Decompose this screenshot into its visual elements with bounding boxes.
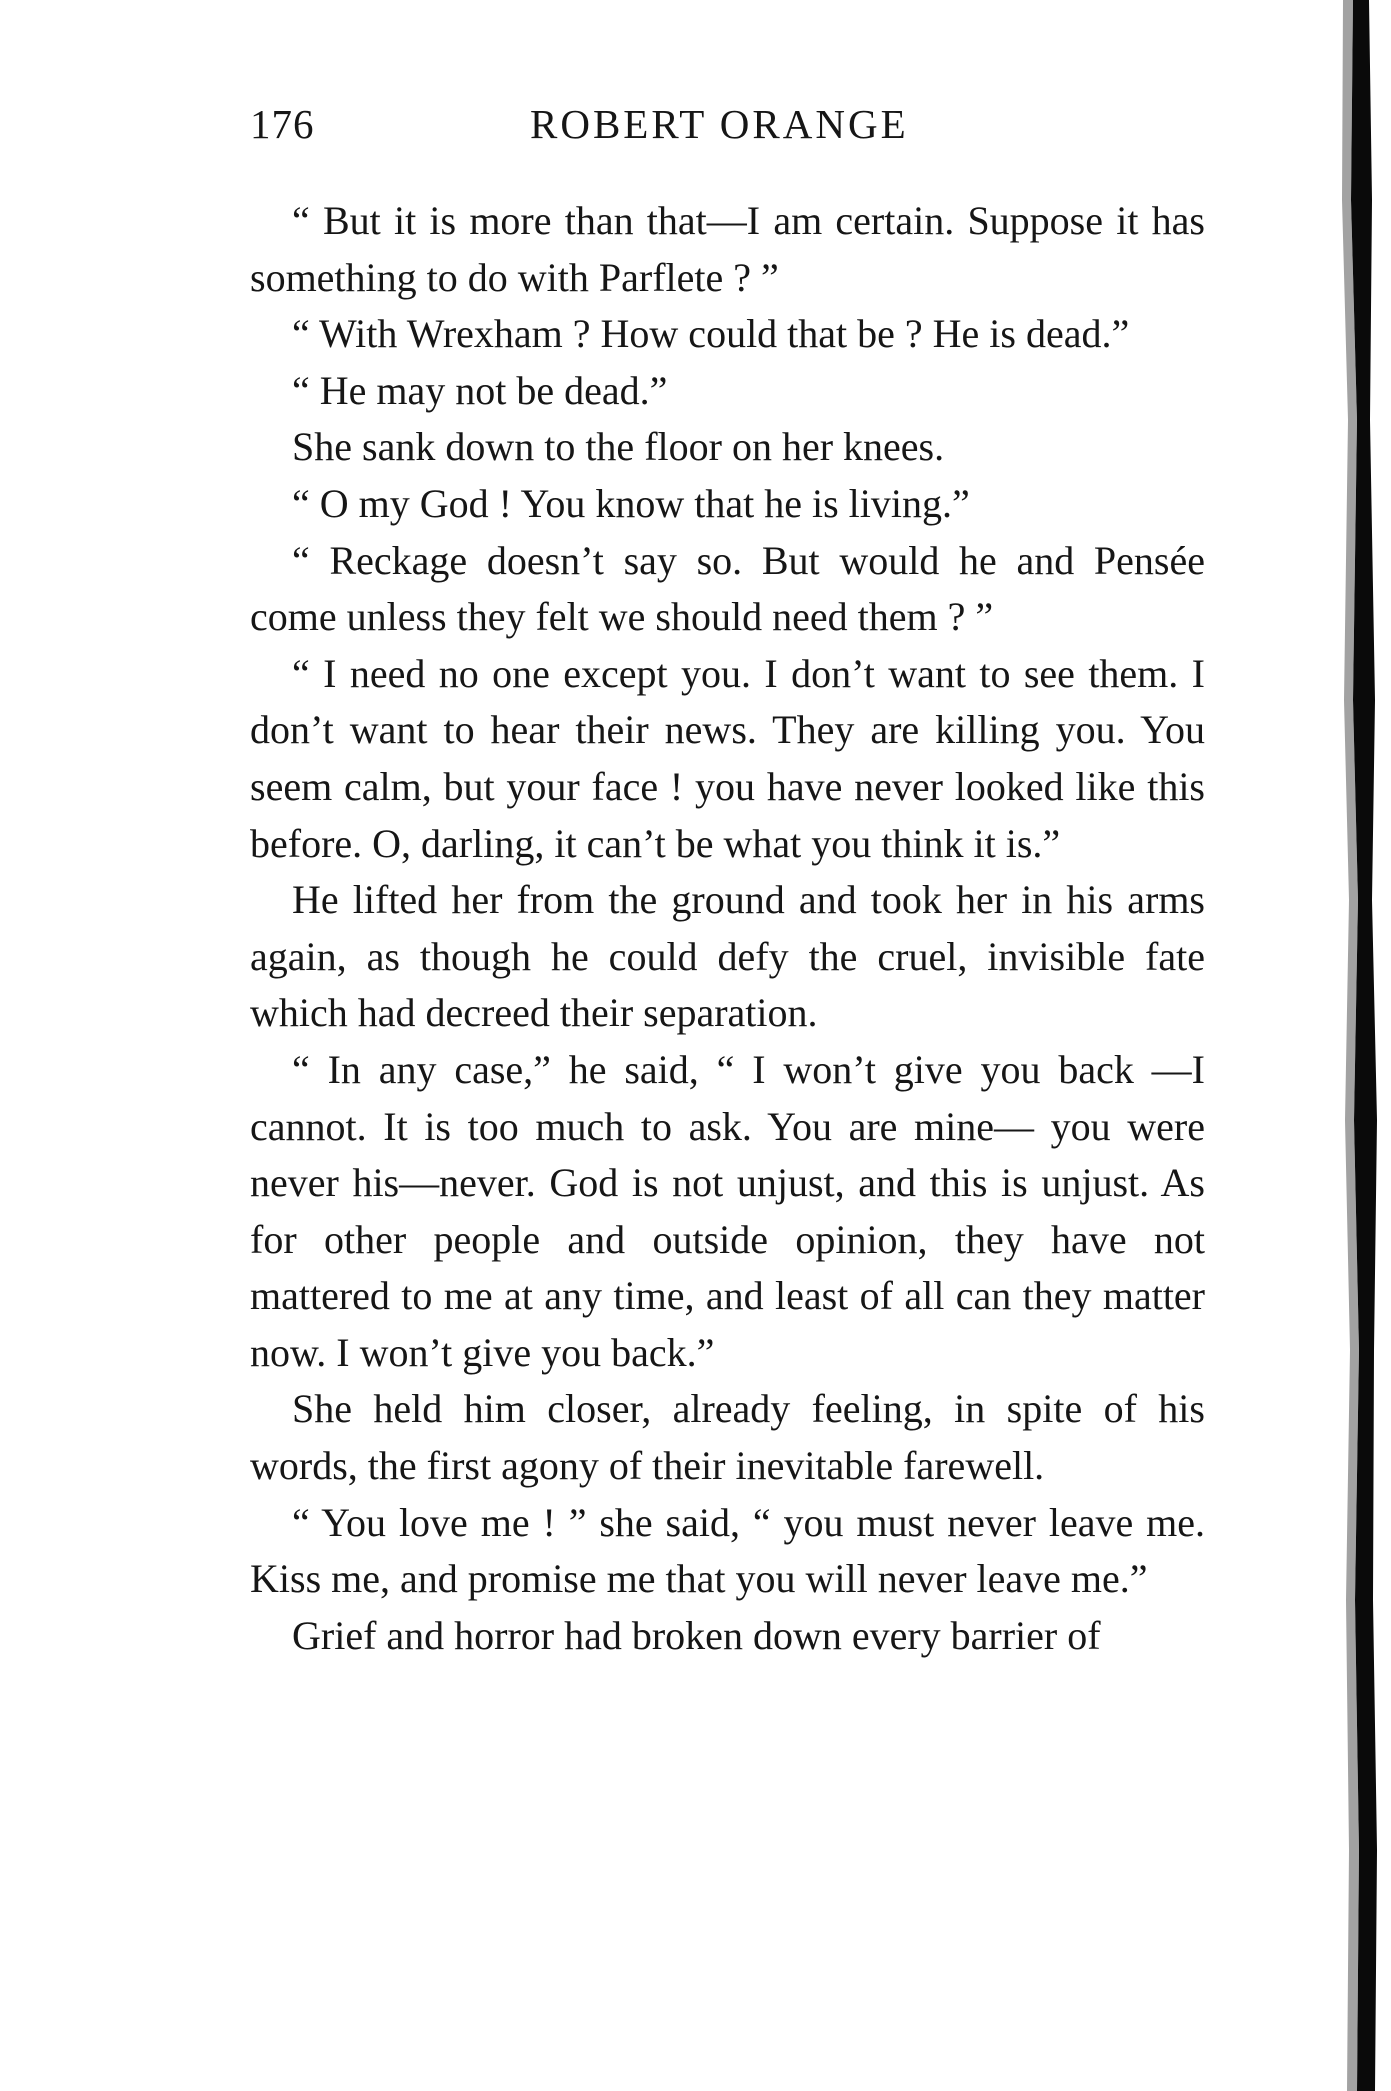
paragraph: Grief and horror had broken down every barrier of (292, 1612, 1101, 1658)
book-title: ROBERT ORANGE (530, 101, 909, 147)
paragraph: “ O my God ! You know that he is living.” (292, 480, 970, 526)
paragraph: “ In any case,” he said, “ I won’t give you back —I cannot. It is too much to ask. You are mine— you were never his—never. God is not unjust, and this is unjust. As for other people and outside opinion, they have not mattered to me at any time, and least of all can they matter now. I won’t give you back.” (250, 1046, 1205, 1375)
paragraph: She held him closer, already feeling, in spite of his words, the first agony of their inevitable farewell. (250, 1386, 1205, 1489)
body-text (250, 193, 1205, 1664)
binding-shadow (1339, 0, 1391, 2091)
paragraph: “ But it is more than that—I am certain. Suppose it has something to do with Parflete ? ” (250, 198, 1205, 300)
running-head (250, 100, 1205, 160)
page-number: 176 (250, 101, 315, 147)
paragraph: “ With Wrexham ? How could that be ? He is dead.” (292, 311, 1130, 357)
paragraph: “ Reckage doesn’t say so. But would he and Pensée come unless they felt we should need them ? ” (250, 537, 1205, 640)
paragraph: She sank down to the floor on her knees. (292, 424, 945, 470)
paragraph: “ He may not be dead.” (292, 367, 668, 413)
paragraph: “ I need no one except you. I don’t want to see them. I don’t want to hear their news. They are killing you. You seem calm, but your face ! you have never looked like this before. O, darling, it can’t be what you think it is.” (250, 650, 1205, 866)
paragraph: “ You love me ! ” she said, “ you must never leave me. Kiss me, and promise me that you will never leave me.” (250, 1499, 1205, 1602)
paragraph: He lifted her from the ground and took her in his arms again, as though he could defy the cruel, invisible fate which had decreed their separation. (250, 877, 1205, 1036)
